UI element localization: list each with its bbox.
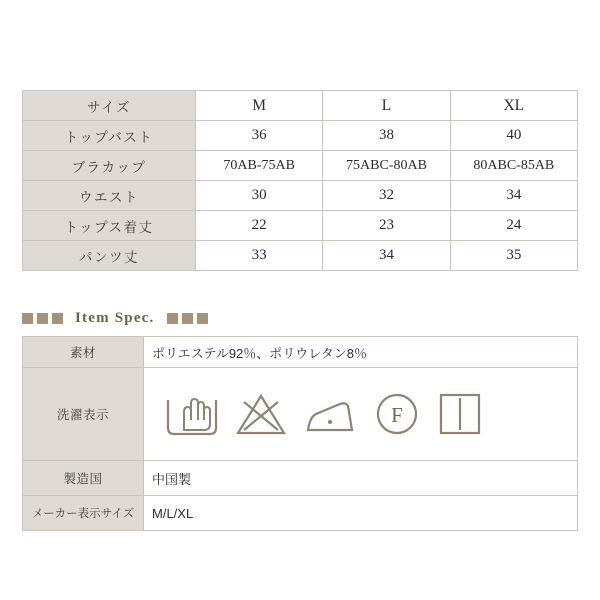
size-table-header-xl: XL [450, 91, 577, 121]
size-table [22, 90, 578, 271]
spec-label-wash: 洗濯表示 [23, 368, 144, 461]
table-row-header [23, 91, 578, 121]
spec-value-material: ポリエステル92％、ポリウレタン8％ [144, 337, 578, 368]
cell-pants-length-l: 34 [323, 241, 450, 271]
table-row [23, 241, 578, 271]
iron-low-icon [302, 390, 358, 438]
cell-tops-length-l: 23 [323, 211, 450, 241]
spec-label-material: 素材 [23, 337, 144, 368]
cell-waist-xl: 34 [450, 181, 577, 211]
spec-label-maker-size: メーカー表示サイズ [23, 496, 144, 531]
table-row [23, 496, 578, 531]
table-row [23, 368, 578, 461]
spec-label-country: 製造国 [23, 461, 144, 496]
dryclean-f-icon [372, 390, 422, 438]
size-table-header-l: L [323, 91, 450, 121]
item-spec-heading [22, 308, 578, 328]
row-label-bra-cup: ブラカップ [23, 151, 196, 181]
row-label-pants-length: パンツ丈 [23, 241, 196, 271]
cell-waist-l: 32 [323, 181, 450, 211]
hand-wash-icon [164, 390, 220, 438]
cell-bra-cup-xl: 80ABC-85AB [450, 151, 577, 181]
svg-text:F: F [391, 403, 403, 427]
cell-top-bust-l: 38 [323, 121, 450, 151]
wash-icon-group [152, 368, 577, 460]
hang-dry-icon [436, 390, 484, 438]
table-row [23, 121, 578, 151]
cell-top-bust-m: 36 [196, 121, 323, 151]
spec-value-country: 中国製 [144, 461, 578, 496]
decorative-squares-left-icon [22, 313, 63, 324]
table-row [23, 461, 578, 496]
cell-bra-cup-l: 75ABC-80AB [323, 151, 450, 181]
spec-value-maker-size: M/L/XL [144, 496, 578, 531]
table-row [23, 151, 578, 181]
size-table-header-m: M [196, 91, 323, 121]
row-label-top-bust: トップバスト [23, 121, 196, 151]
cell-waist-m: 30 [196, 181, 323, 211]
row-label-tops-length: トップス着丈 [23, 211, 196, 241]
cell-top-bust-xl: 40 [450, 121, 577, 151]
cell-pants-length-m: 33 [196, 241, 323, 271]
size-table-header-label: サイズ [23, 91, 196, 121]
table-row [23, 181, 578, 211]
cell-bra-cup-m: 70AB-75AB [196, 151, 323, 181]
spec-value-wash [144, 368, 578, 461]
table-row [23, 337, 578, 368]
spec-table [22, 336, 578, 531]
cell-pants-length-xl: 35 [450, 241, 577, 271]
item-spec-title: Item Spec. [75, 309, 155, 326]
cell-tops-length-xl: 24 [450, 211, 577, 241]
no-bleach-icon [234, 390, 288, 438]
row-label-waist: ウエスト [23, 181, 196, 211]
cell-tops-length-m: 22 [196, 211, 323, 241]
decorative-squares-right-icon [167, 313, 208, 324]
table-row [23, 211, 578, 241]
